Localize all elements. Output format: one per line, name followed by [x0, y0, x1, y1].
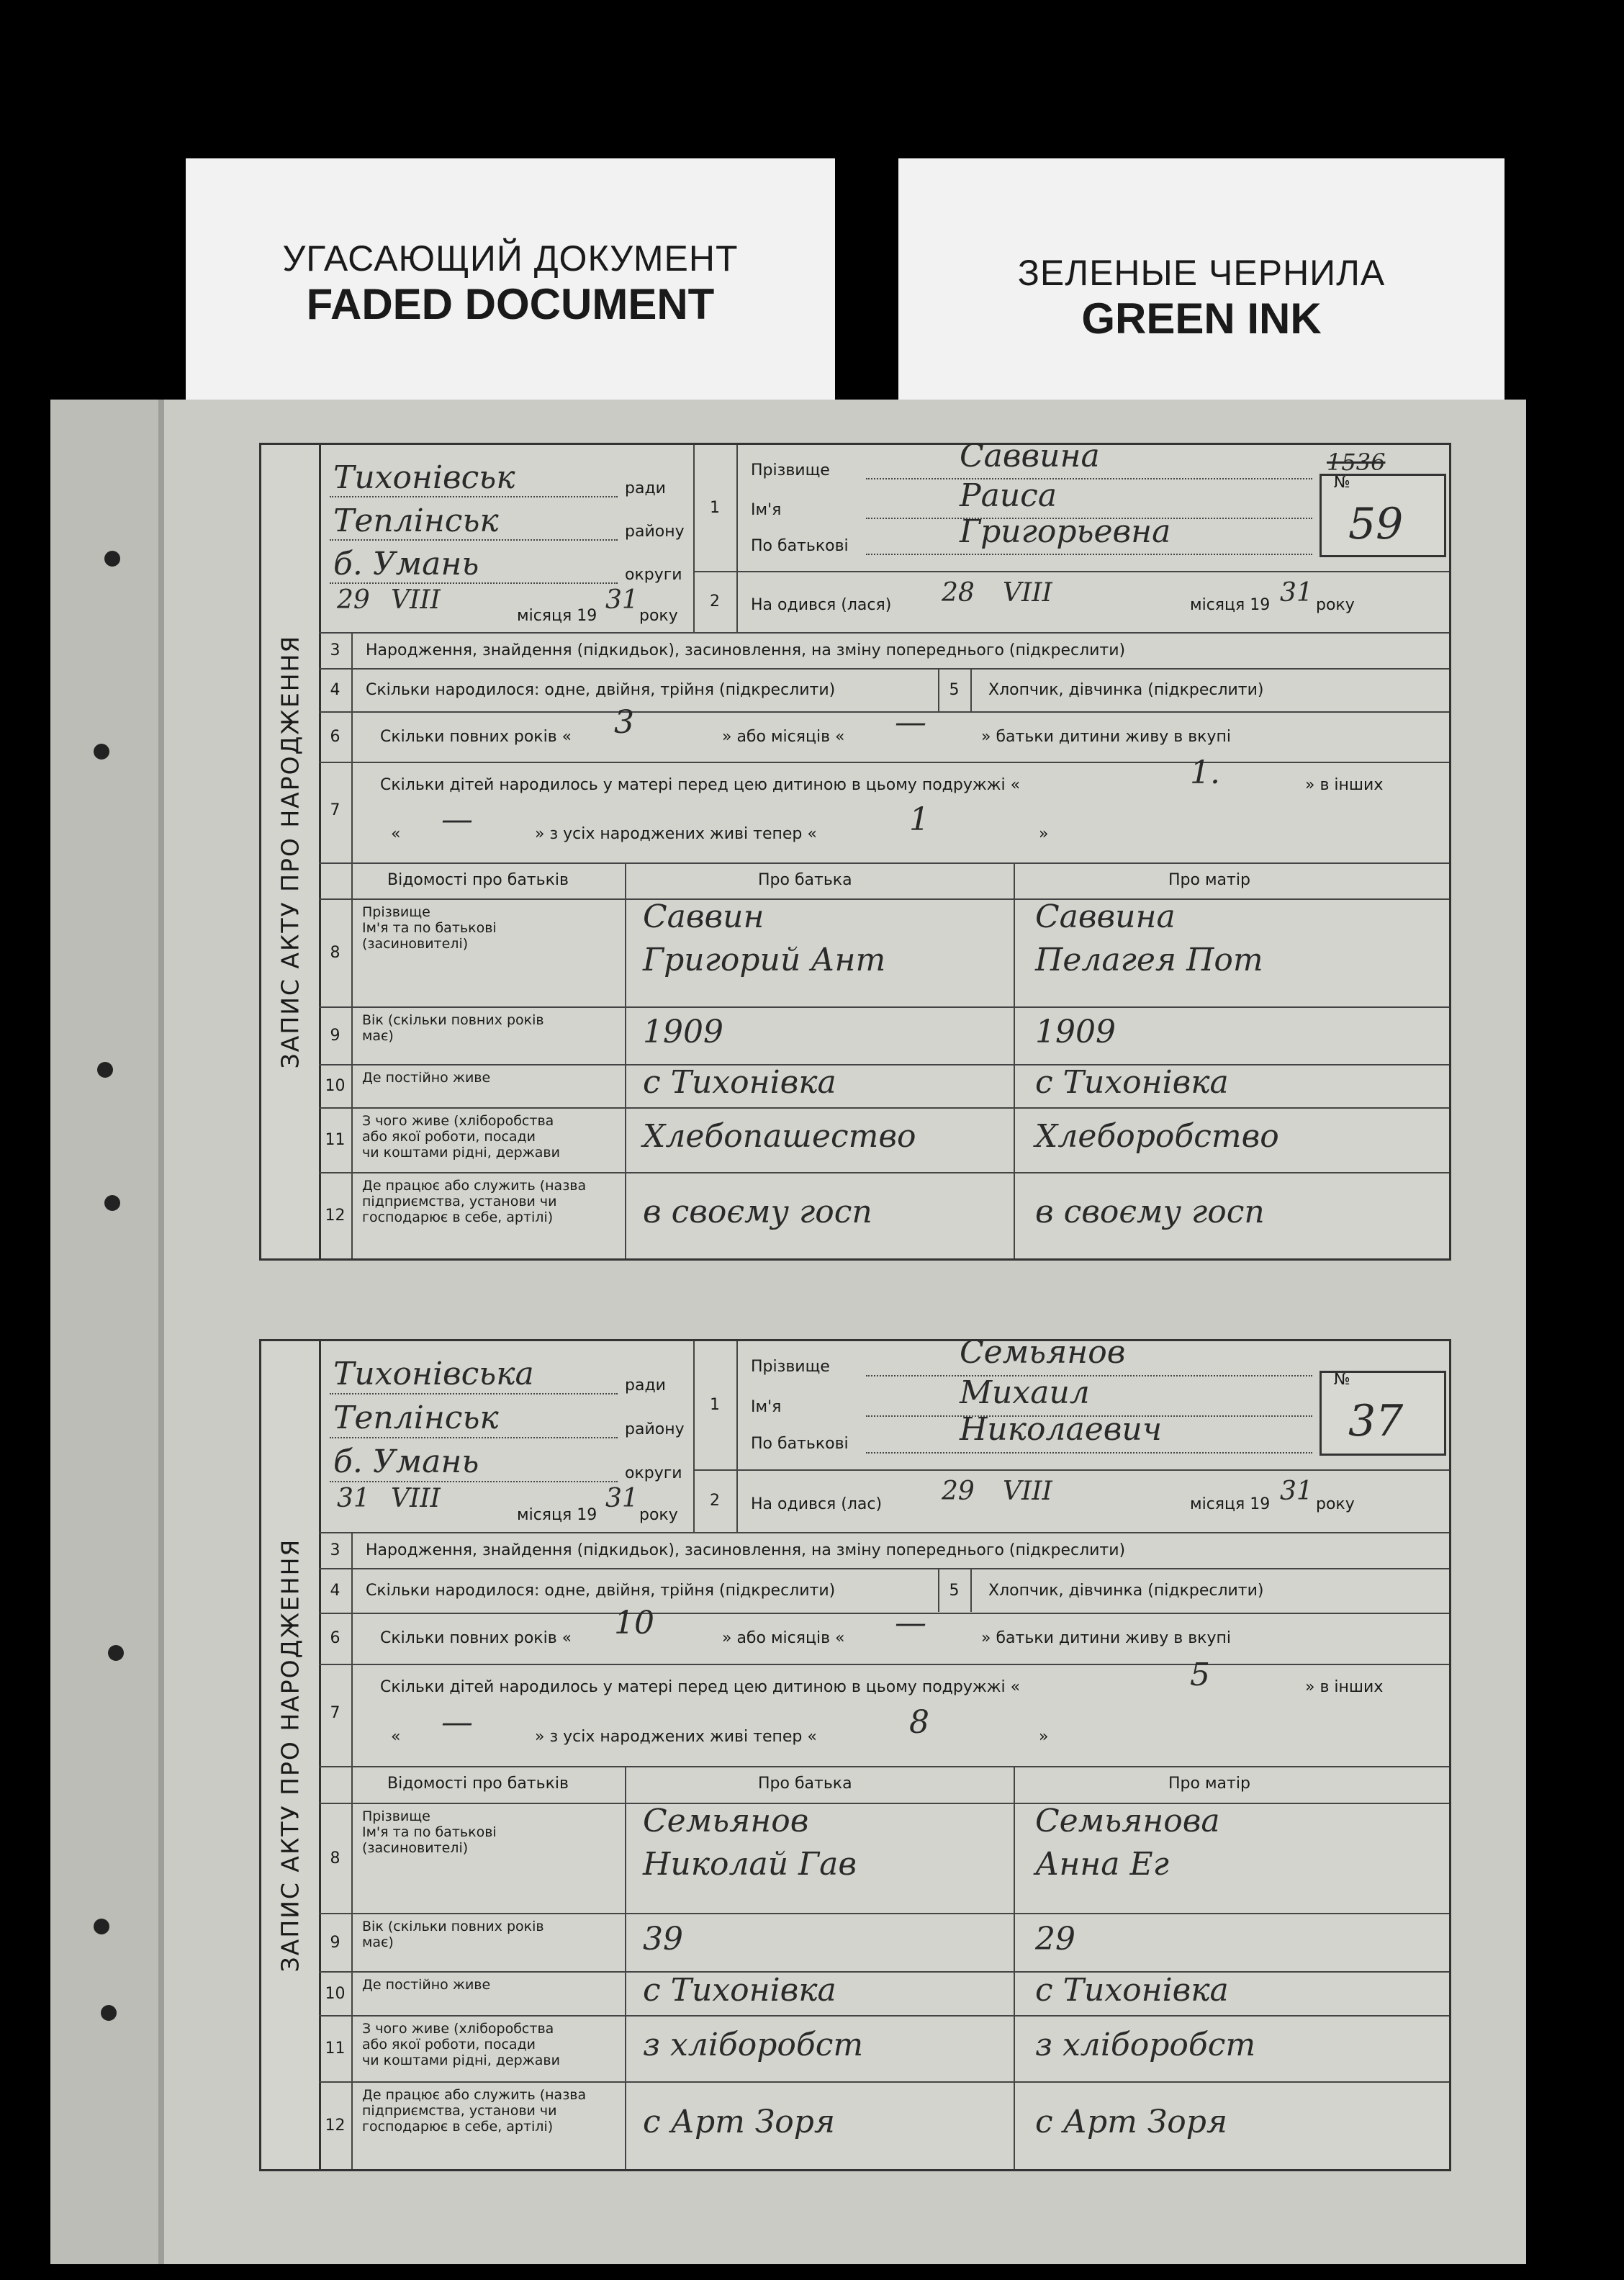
punch-hole-icon — [108, 1645, 124, 1661]
field-year-label: року — [639, 1506, 678, 1524]
row-6-a: Скільки повних років « — [380, 1629, 572, 1647]
mother-name1: Семьянова — [1035, 1803, 1220, 1839]
field-rada-value: Тихонівськ — [333, 459, 515, 496]
field-born-month-label: місяця 19 — [1190, 1495, 1271, 1513]
punch-hole-icon — [94, 744, 109, 760]
row-7-b: » в інших — [1305, 1678, 1384, 1696]
field-patronymic-label: По батькові — [751, 1435, 849, 1453]
father-lives: с Тихонівка — [643, 1971, 836, 2009]
field-born-year: 31 — [1280, 578, 1313, 608]
punch-hole-icon — [104, 1195, 120, 1211]
record-vertical-title — [261, 445, 321, 1258]
row-3-text: Народження, знайдення (підкидьок), засиновлення, на зміну попереднього (підкреслити) — [366, 1541, 1126, 1559]
field-surname-value: Саввина — [960, 438, 1100, 474]
binding-strip — [50, 400, 161, 2264]
parents-row-12-label: Де працює або служить (назва підприємства, установи чи господарює в себе, артілі) — [362, 2087, 587, 2135]
field-patronymic-value: Григорьевна — [960, 513, 1171, 550]
row-7-d: » з усіх народжених живі тепер « — [535, 1728, 817, 1746]
row-7-children-before: 1. — [1190, 754, 1220, 791]
field-rada-label: ради — [625, 1376, 666, 1394]
field-okruha-value: б. Умань — [333, 1443, 479, 1480]
mother-name2: Пелагея Пот — [1035, 942, 1263, 978]
row-6-years-value: 10 — [614, 1605, 654, 1641]
field-name-label: Ім'я — [751, 1398, 782, 1416]
row-7-c: « — [391, 825, 401, 843]
parents-row-9-label: Вік (скільки повних років має) — [362, 1012, 544, 1044]
parents-row-11-label: З чого живе (хліборобства або якої роботи, посади чи коштами рідні, держави — [362, 1113, 560, 1161]
row-7-children-before: 5 — [1190, 1657, 1210, 1693]
row-5-text: Хлопчик, дівчинка (підкреслити) — [988, 1582, 1264, 1600]
field-year-label: року — [639, 607, 678, 625]
mother-name2: Анна Ег — [1035, 1846, 1169, 1883]
father-lives: с Тихонівка — [643, 1064, 836, 1101]
label-faded-document — [186, 158, 835, 403]
record-number-value: 37 — [1348, 1396, 1404, 1446]
record-number-label: № — [1334, 1371, 1350, 1389]
father-work: в своєму госп — [643, 1194, 872, 1230]
father-header: Про батька — [758, 871, 852, 889]
field-born-label: На одився (лася) — [751, 596, 892, 614]
label-faded-ru: УГАСАЮЩИЙ ДОКУМЕНТ — [282, 238, 739, 279]
row-4-text: Скільки народилося: одне, двійня, трійня (підкреслити) — [366, 1582, 836, 1600]
row-5-text: Хлопчик, дівчинка (підкреслити) — [988, 681, 1264, 699]
row-7-c: « — [391, 1728, 401, 1746]
father-name2: Николай Гав — [643, 1846, 857, 1883]
row-6-months-value: — — [895, 704, 926, 741]
row-7-a: Скільки дітей народилось у матері перед цею дитиною в цьому подружжі « — [380, 776, 1021, 794]
field-surname-value: Семьянов — [960, 1334, 1126, 1371]
row-7-children-other: — — [441, 801, 473, 838]
parents-row-8-label: Прізвище Ім'я та по батькові (засиновителі) — [362, 904, 497, 952]
row-7-b: » в інших — [1305, 776, 1384, 794]
field-month-label: місяця 19 — [517, 607, 597, 625]
field-raion-value: Теплінськ — [333, 503, 499, 539]
row-6-c: » батьки дитини живу в вкупі — [981, 1629, 1231, 1647]
field-month-value: VIII — [391, 1484, 441, 1513]
field-born-year: 31 — [1280, 1477, 1313, 1506]
field-born-month: VIII — [1003, 578, 1052, 608]
field-name-value: Михаил — [960, 1374, 1090, 1411]
parents-row-8-label: Прізвище Ім'я та по батькові (засиновителі) — [362, 1808, 497, 1856]
label-green-ru: ЗЕЛЕНЫЕ ЧЕРНИЛА — [1017, 253, 1386, 293]
record-vertical-title — [261, 1341, 321, 2169]
mother-work: с Арт Зоря — [1035, 2104, 1228, 2140]
row-7-alive-now: 8 — [909, 1704, 929, 1741]
father-age: 39 — [643, 1920, 683, 1957]
label-faded-en: FADED DOCUMENT — [306, 280, 715, 328]
field-name-value: Раиса — [960, 477, 1057, 514]
field-born-month-label: місяця 19 — [1190, 596, 1271, 614]
field-name-label: Ім'я — [751, 501, 782, 519]
field-born-day: 28 — [942, 578, 975, 608]
row-4-text: Скільки народилося: одне, двійня, трійня (підкреслити) — [366, 681, 836, 699]
field-patronymic-value: Николаевич — [960, 1411, 1163, 1448]
mother-age: 29 — [1035, 1920, 1075, 1957]
field-born-year-label: року — [1316, 596, 1355, 614]
field-month-label: місяця 19 — [517, 1506, 597, 1524]
father-work: с Арт Зоря — [643, 2104, 836, 2140]
mother-occupation: з хліборобст — [1035, 2027, 1256, 2063]
parents-row-12-label: Де працює або служить (назва підприємства, установи чи господарює в себе, артілі) — [362, 1178, 587, 1225]
father-header: Про батька — [758, 1775, 852, 1793]
parents-row-9-label: Вік (скільки повних років має) — [362, 1919, 544, 1950]
field-okruha-label: округи — [625, 1464, 682, 1482]
label-green-ink — [898, 158, 1505, 403]
father-name2: Григорий Ант — [643, 942, 886, 978]
field-born-year-label: року — [1316, 1495, 1355, 1513]
label-green-en: GREEN INK — [1081, 294, 1322, 343]
mother-header: Про матір — [1168, 1775, 1250, 1793]
field-surname-label: Прізвище — [751, 461, 830, 479]
field-raion-label: району — [625, 523, 685, 541]
punch-hole-icon — [101, 2005, 117, 2021]
row-6-b: » або місяців « — [722, 1629, 845, 1647]
mother-header: Про матір — [1168, 871, 1250, 889]
field-born-month: VIII — [1003, 1477, 1052, 1506]
mother-age: 1909 — [1035, 1014, 1116, 1050]
parents-row-11-label: З чого живе (хліборобства або якої роботи, посади чи коштами рідні, держави — [362, 2021, 560, 2068]
field-born-label: На одився (лас) — [751, 1495, 883, 1513]
mother-lives: с Тихонівка — [1035, 1064, 1229, 1101]
row-6-c: » батьки дитини живу в вкупі — [981, 728, 1231, 746]
punch-hole-icon — [104, 551, 120, 567]
row-7-children-other: — — [441, 1704, 473, 1741]
field-rada-label: ради — [625, 479, 666, 497]
row-7-e: » — [1039, 1728, 1049, 1746]
father-age: 1909 — [643, 1014, 723, 1050]
mother-occupation: Хлеборобство — [1035, 1118, 1279, 1155]
father-name1: Саввин — [643, 898, 764, 935]
field-raion-value: Теплінськ — [333, 1400, 499, 1436]
field-day-value: 31 — [337, 1484, 370, 1513]
field-year-value: 31 — [605, 585, 639, 615]
row-6-months-value: — — [895, 1605, 926, 1641]
father-occupation: з хліборобст — [643, 2027, 864, 2063]
parents-row-10-label: Де постійно живе — [362, 1977, 491, 1993]
birth-record-1: ЗАПИС АКТУ ПРО НАРОДЖЕННЯ Тихонівськ ради Теплінськ району б. Умань округи 29 VIII місяця 19 31 року 1 Прізвище Саввина Ім'я Раиса По батькові Григорьевна № 59 1536 2 На одився (лася) 28 VIII місяця 19 31 року 3 Народження, знайдення (підкидьок), засиновлення, на зміну попереднього (підкреслити) 4 Скільки народилося: одне, двійня, трійня (підкреслити) 5 Хлопчик, дівчинка (підкреслити) 6 Скільки повних років « 3 » або місяців « — » батьки дитини живу в вкупі 7 Скільки дітей народилось у матері перед цею дитиною в цьому подружжі « 1. » в інших « — » з усіх народжених живі тепер « 1 » Відомості про батьків Про батька Про матір 8 Прізвище Ім'я та по батькові (засиновителі) Саввин Саввина Григорий Ант Пелагея Пот 9 Вік (скільки повних років має) 1909 1909 10 Де постійно живе с Тихонівка с Тихонівка 11 З чого живе (хліборобства або якої роботи, посади чи коштами рідні, держави Хлебопашество Хлеборобство 12 Де працює або служить (назва підприємства, установи чи господарює в себе, артілі) в своєму госп в своєму госп — [259, 443, 1451, 1261]
parents-header: Відомості про батьків — [387, 1775, 569, 1793]
birth-record-2: ЗАПИС АКТУ ПРО НАРОДЖЕННЯ Тихонівська ради Теплінськ району б. Умань округи 31 VIII місяця 19 31 року 1 Прізвище Семьянов Ім'я Михаил По батькові Николаевич № 37 2 На одився (лас) 29 VIII місяця 19 31 року 3 Народження, знайдення (підкидьок), засиновлення, на зміну попереднього (підкреслити) 4 Скільки народилося: одне, двійня, трійня (підкреслити) 5 Хлопчик, дівчинка (підкреслити) 6 Скільки повних років « 10 » або місяців « — » батьки дитини живу в вкупі 7 Скільки дітей народилось у матері перед цею дитиною в цьому подружжі « 5 » в інших « — » з усіх народжених живі тепер « 8 » Відомості про батьків Про батька Про матір 8 Прізвище Ім'я та по батькові (засиновителі) Семьянов Семьянова Николай Гав Анна Ег 9 Вік (скільки повних років має) 39 29 10 Де постійно живе с Тихонівка с Тихонівка 11 З чого живе (хліборобства або якої роботи, посади чи коштами рідні, держави з хліборобст з хліборобст 12 Де працює або служить (назва підприємства, установи чи господарює в себе, артілі) с Арт Зоря с Арт Зоря — [259, 1339, 1451, 2171]
mother-lives: с Тихонівка — [1035, 1971, 1229, 2009]
field-okruha-label: округи — [625, 566, 682, 584]
row-6-years-value: 3 — [614, 704, 634, 741]
father-occupation: Хлебопашество — [643, 1118, 916, 1155]
record-title: ЗАПИС АКТУ ПРО НАРОДЖЕННЯ — [276, 634, 304, 1069]
page-fold — [158, 400, 164, 2264]
punch-hole-icon — [94, 1919, 109, 1934]
field-day-value: 29 — [337, 585, 370, 615]
father-name1: Семьянов — [643, 1803, 809, 1839]
row-6-b: » або місяців « — [722, 728, 845, 746]
field-patronymic-label: По батькові — [751, 537, 849, 555]
parents-row-10-label: Де постійно живе — [362, 1070, 491, 1086]
mother-name1: Саввина — [1035, 898, 1176, 935]
parents-header: Відомості про батьків — [387, 871, 569, 889]
record-number-value: 59 — [1348, 499, 1404, 549]
field-year-value: 31 — [605, 1484, 639, 1513]
record-number-struck: 1536 — [1327, 449, 1386, 476]
punch-hole-icon — [97, 1062, 113, 1078]
field-rada-value: Тихонівська — [333, 1356, 534, 1392]
row-7-a: Скільки дітей народилось у матері перед цею дитиною в цьому подружжі « — [380, 1678, 1021, 1696]
row-7-d: » з усіх народжених живі тепер « — [535, 825, 817, 843]
field-okruha-value: б. Умань — [333, 546, 479, 582]
field-surname-label: Прізвище — [751, 1358, 830, 1376]
row-3-text: Народження, знайдення (підкидьок), засиновлення, на зміну попереднього (підкреслити) — [366, 641, 1126, 659]
mother-work: в своєму госп — [1035, 1194, 1265, 1230]
field-month-value: VIII — [391, 585, 441, 615]
record-title: ЗАПИС АКТУ ПРО НАРОДЖЕННЯ — [276, 1538, 304, 1973]
field-raion-label: району — [625, 1420, 685, 1438]
row-7-e: » — [1039, 825, 1049, 843]
record-number-label: № — [1334, 474, 1350, 492]
field-born-day: 29 — [942, 1477, 975, 1506]
row-7-alive-now: 1 — [909, 801, 929, 838]
row-6-a: Скільки повних років « — [380, 728, 572, 746]
